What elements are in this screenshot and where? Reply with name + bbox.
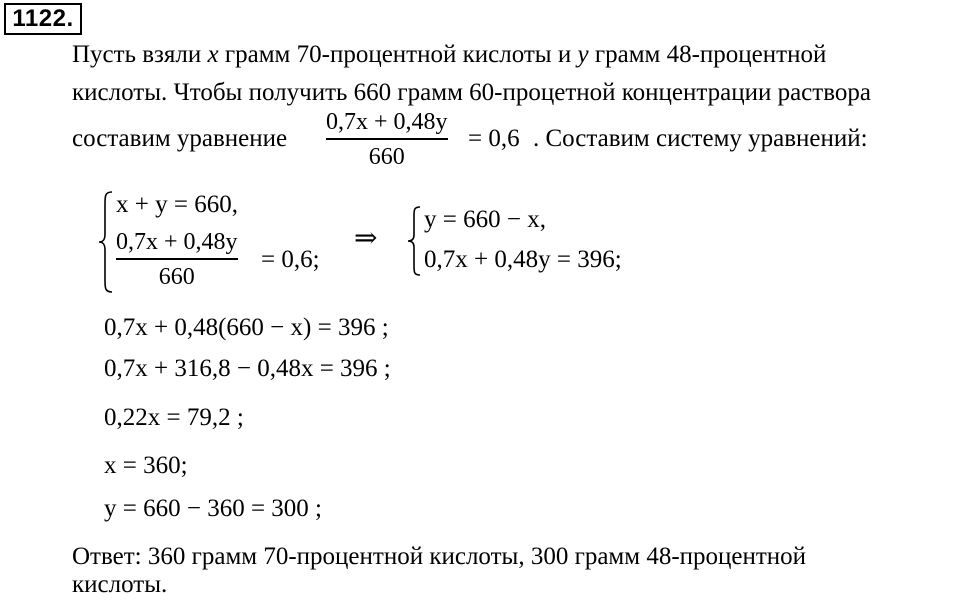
intro-fraction-rhs: = 0,6 — [468, 125, 520, 152]
fraction-bar — [116, 258, 238, 260]
left-system-eq2-rhs: = 0,6; — [261, 246, 320, 273]
step-4: x = 360; — [104, 452, 188, 479]
intro-line-1-a: Пусть взяли — [72, 41, 208, 68]
answer-line-1: Ответ: 360 грамм 70-процентной кислоты, 300 грамм 48-процентной — [72, 543, 807, 570]
left-system-fraction — [116, 228, 238, 291]
step-1: 0,7x + 0,48(660 − x) = 396 ; — [104, 314, 389, 341]
left-system-fraction-numerator: 0,7x + 0,48y — [116, 229, 238, 255]
implies-icon: ⇒ — [354, 223, 378, 254]
left-system-eq1: x + y = 660, — [116, 191, 238, 218]
step-2: 0,7x + 316,8 − 0,48x = 396 ; — [104, 355, 391, 382]
answer-line-2: кислоты. — [72, 571, 168, 598]
right-system-eq2: 0,7x + 0,48y = 396; — [424, 246, 622, 273]
left-system-fraction-denominator: 660 — [158, 263, 195, 290]
step-5: y = 660 − 360 = 300 ; — [104, 495, 322, 522]
intro-fraction — [326, 108, 448, 171]
intro-line-2: кислоты. Чтобы получить 660 грамм 60-процетной концентрации раствора — [72, 79, 871, 106]
intro-line-1-c: грамм 48-процентной — [588, 41, 827, 68]
intro-line-1 — [72, 40, 826, 70]
intro-line-3-b: . Составим систему уравнений: — [533, 125, 868, 152]
problem-number: 1122. — [4, 3, 82, 35]
fraction-bar — [326, 138, 448, 140]
right-system-eq1: y = 660 − x, — [424, 206, 546, 233]
step-3: 0,22x = 79,2 ; — [104, 404, 244, 431]
right-brace-icon — [405, 205, 423, 277]
var-y: y — [577, 41, 589, 68]
intro-line-1-b: грамм 70-процентной кислоты и — [218, 41, 578, 68]
intro-line-3-a: составим уравнение — [72, 125, 288, 152]
intro-fraction-denominator: 660 — [368, 143, 405, 170]
intro-fraction-numerator: 0,7x + 0,48y — [326, 109, 448, 135]
var-x: x — [207, 41, 219, 68]
left-brace-icon — [96, 190, 116, 294]
